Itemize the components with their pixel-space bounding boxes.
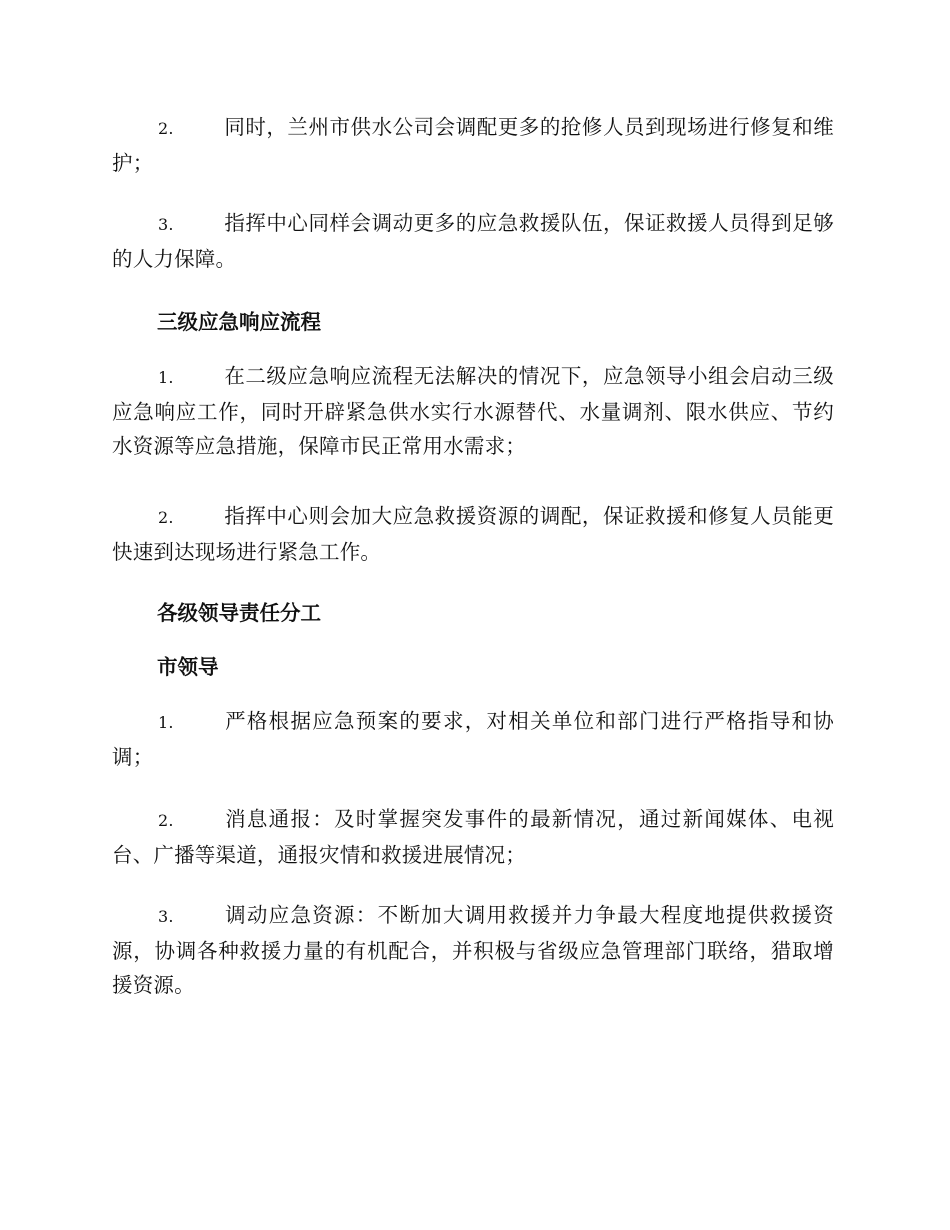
item-number: 1. bbox=[158, 368, 174, 387]
item-text: 严格根据应急预案的要求，对相关单位和部门进行严格指导和协调； bbox=[112, 709, 834, 769]
item-text: 在二级应急响应流程无法解决的情况下，应急领导小组会启动三级应急响应工作，同时开辟紧急供水实行水源替代、水量调剂、限水供应、节约水资源等应急措施，保障市民正常用水需求； bbox=[112, 364, 834, 458]
list-item bbox=[112, 110, 834, 180]
item-number: 3. bbox=[158, 215, 174, 234]
list-item bbox=[112, 499, 834, 569]
item-number: 3. bbox=[158, 907, 174, 926]
list-item bbox=[112, 802, 834, 872]
list-item bbox=[112, 704, 834, 774]
subsection-heading: 市领导 bbox=[157, 655, 219, 679]
item-text: 指挥中心同样会调动更多的应急救援队伍，保证救援人员得到足够的人力保障。 bbox=[112, 211, 834, 271]
item-number: 2. bbox=[158, 119, 174, 138]
list-item bbox=[112, 206, 834, 276]
item-text: 消息通报：及时掌握突发事件的最新情况，通过新闻媒体、电视台、广播等渠道，通报灾情和救援进展情况； bbox=[112, 807, 834, 867]
list-item bbox=[112, 359, 834, 463]
section-heading: 三级应急响应流程 bbox=[157, 310, 321, 334]
item-text: 指挥中心则会加大应急救援资源的调配，保证救援和修复人员能更快速到达现场进行紧急工作。 bbox=[112, 504, 834, 564]
section-heading: 各级领导责任分工 bbox=[157, 601, 321, 625]
item-number: 1. bbox=[158, 713, 174, 732]
item-number: 2. bbox=[158, 811, 174, 830]
item-text: 同时，兰州市供水公司会调配更多的抢修人员到现场进行修复和维护； bbox=[112, 115, 834, 175]
item-text: 调动应急资源：不断加大调用救援并力争最大程度地提供救援资源，协调各种救援力量的有机配合，并积极与省级应急管理部门联络，猎取增援资源。 bbox=[112, 903, 834, 997]
list-item bbox=[112, 898, 834, 1002]
item-number: 2. bbox=[158, 508, 174, 527]
